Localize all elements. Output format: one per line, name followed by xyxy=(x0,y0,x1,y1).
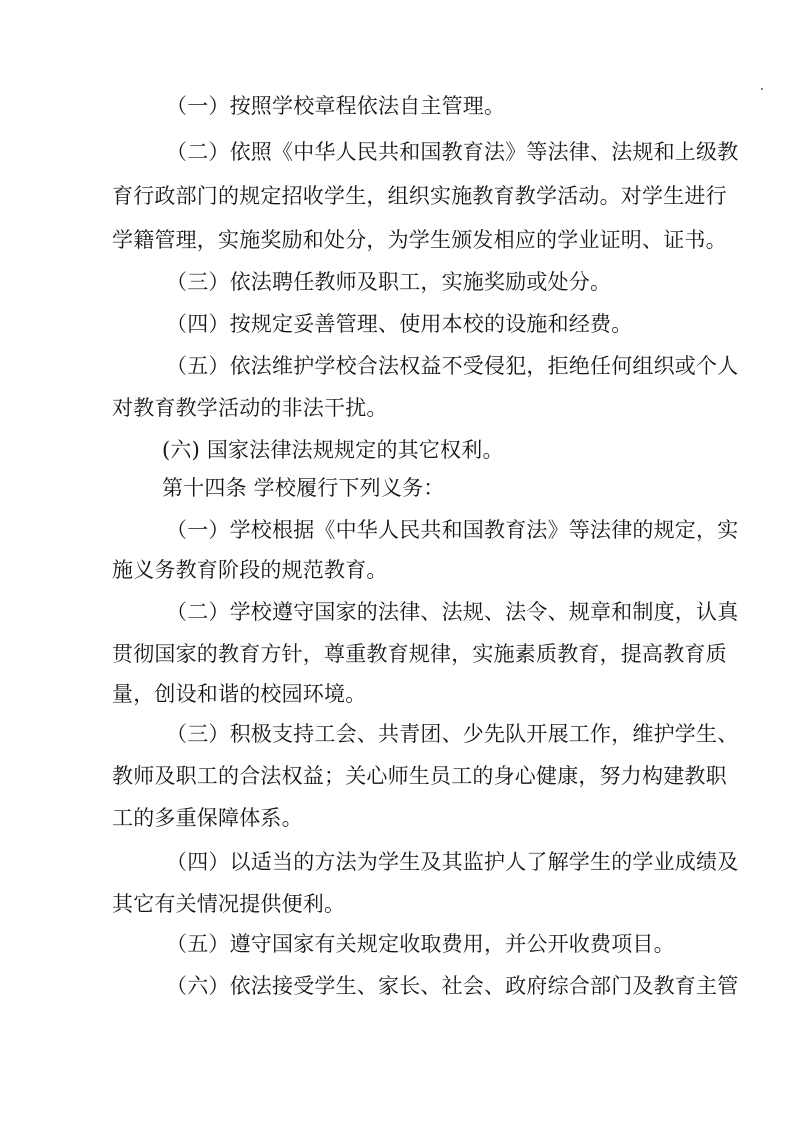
scan-speck xyxy=(761,88,763,90)
text-line: （四）以适当的方法为学生及其监护人了解学生的学业成绩及 xyxy=(166,850,739,874)
text-line: （四）按规定妥善管理、使用本校的设施和经费。 xyxy=(166,312,633,336)
text-line: （五）依法维护学校合法权益不受侵犯，拒绝任何组织或个人 xyxy=(166,354,739,378)
text-line: （一）按照学校章程依法自主管理。 xyxy=(166,94,506,118)
text-line: 施义务教育阶段的规范教育。 xyxy=(112,558,388,582)
text-line: 对教育教学活动的非法干扰。 xyxy=(112,396,388,420)
text-line: （一）学校根据《中华人民共和国教育法》等法律的规定，实 xyxy=(166,518,739,542)
text-line: 贯彻国家的教育方针，尊重教育规律，实施素质教育，提高教育质 xyxy=(112,642,727,666)
text-line: (六) 国家法律法规规定的其它权利。 xyxy=(162,438,504,462)
text-line: 其它有关情况提供便利。 xyxy=(112,892,346,916)
text-line: 教师及职工的合法权益；关心师生员工的身心健康，努力构建教职 xyxy=(112,764,727,788)
text-line: （二）依照《中华人民共和国教育法》等法律、法规和上级教 xyxy=(166,140,739,164)
text-line: 学籍管理，实施奖励和处分，为学生颁发相应的学业证明、证书。 xyxy=(112,228,727,252)
text-line: （五）遵守国家有关规定收取费用，并公开收费项目。 xyxy=(166,932,675,956)
text-line: （二）学校遵守国家的法律、法规、法令、规章和制度，认真 xyxy=(166,600,739,624)
text-line: （六）依法接受学生、家长、社会、政府综合部门及教育主管 xyxy=(166,974,739,998)
text-line: （三）积极支持工会、共青团、少先队开展工作，维护学生、 xyxy=(166,722,739,746)
text-line: 量，创设和谐的校园环境。 xyxy=(112,682,367,706)
text-line: （三）依法聘任教师及职工，实施奖励或处分。 xyxy=(166,270,612,294)
text-line: 工的多重保障体系。 xyxy=(112,806,303,830)
section-heading: 第十四条 学校履行下列义务： xyxy=(162,476,445,500)
text-line: 育行政部门的规定招收学生，组织实施教育教学活动。对学生进行 xyxy=(112,184,727,208)
